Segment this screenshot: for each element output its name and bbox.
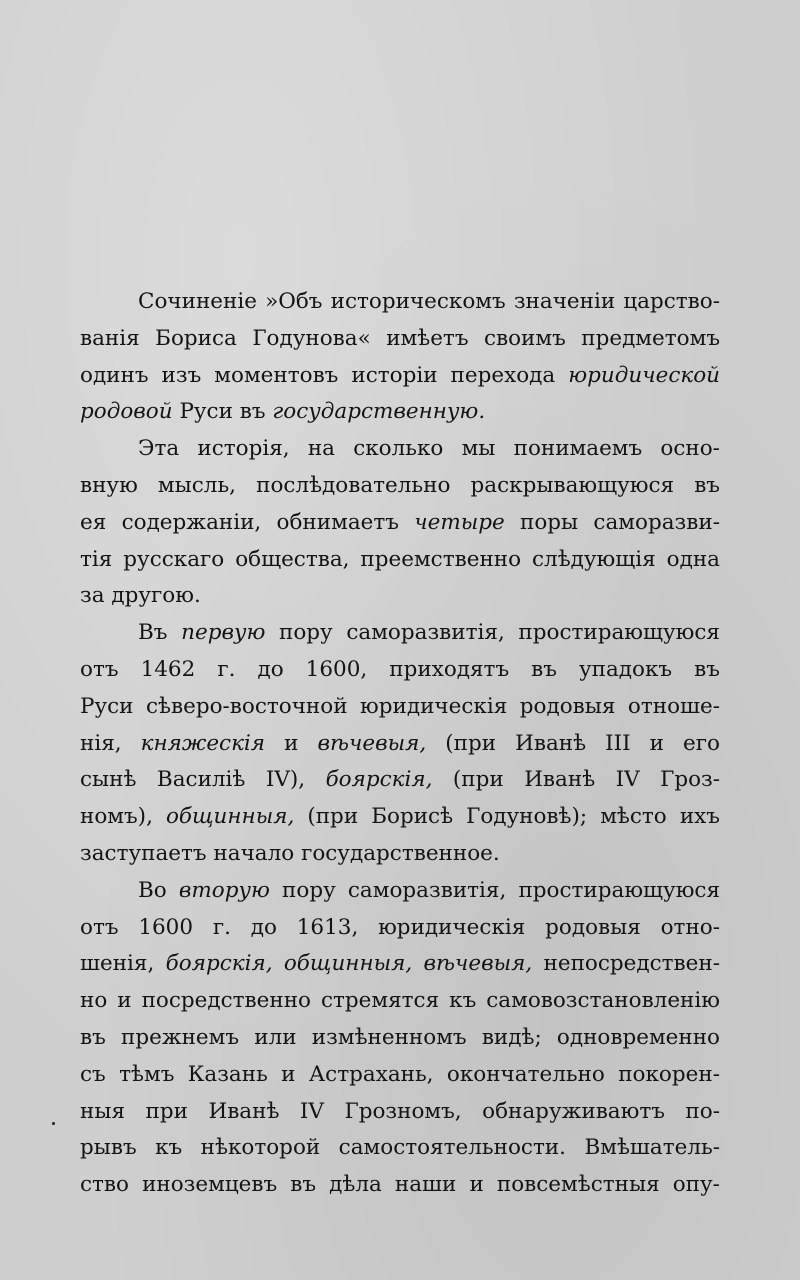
paragraph	[80, 873, 720, 1204]
paragraph	[80, 284, 720, 431]
text-line: отъ 1600 г. до 1613, юридическія родовыя отно-	[80, 914, 720, 940]
text-line: Эта исторія, на сколько мы понимаемъ осно-	[138, 436, 720, 462]
margin-speck	[52, 1122, 55, 1125]
text-line: сынѣ Василіѣ IV), боярскія, (при Иванѣ IV Гроз-	[80, 767, 720, 793]
text-line: въ прежнемъ или измѣненномъ видѣ; одновременно	[80, 1024, 720, 1050]
text-line: заступаетъ начало государственное.	[80, 840, 500, 866]
text-line: одинъ изъ моментовъ исторіи перехода юридической	[80, 362, 720, 388]
text-line: нія, княжескія и вѣчевыя, (при Иванѣ III и его	[80, 730, 720, 756]
text-line: номъ), общинныя, (при Борисѣ Годуновѣ); мѣсто ихъ	[80, 804, 720, 830]
text-line: ство иноземцевъ въ дѣла наши и повсемѣстныя опу-	[80, 1172, 720, 1198]
text-line: Сочиненіе »Объ историческомъ значеніи царство-	[138, 289, 720, 314]
text-line: Во вторую пору саморазвитія, простирающуюся	[138, 877, 720, 903]
text-line: рывъ къ нѣкоторой самостоятельности. Вмѣшатель-	[80, 1135, 720, 1161]
text-line: ванія Бориса Годунова« имѣетъ своимъ предметомъ	[80, 325, 720, 351]
paragraph	[80, 431, 720, 615]
text-line: за другою.	[80, 583, 201, 609]
reverse-side-bleed-through	[80, 108, 720, 288]
text-line: шенія, боярскія, общинныя, вѣчевыя, непосредствен-	[80, 951, 720, 977]
body-text	[80, 284, 720, 1204]
text-line: но и посредственно стремятся къ самовозстановленію	[80, 988, 720, 1014]
text-line: родовой Руси въ государственную.	[80, 399, 486, 425]
text-line: Въ первую пору саморазвитія, простирающуюся	[138, 620, 720, 646]
text-line: вную мысль, послѣдовательно раскрывающуюся въ	[80, 472, 720, 498]
paragraph	[80, 615, 720, 873]
text-line: ныя при Иванѣ IV Грозномъ, обнаруживаютъ по-	[80, 1098, 720, 1124]
text-line: съ тѣмъ Казань и Астрахань, окончательно покорен-	[80, 1061, 720, 1087]
text-line: Руси сѣверо-восточной юридическія родовыя отноше-	[80, 693, 720, 719]
text-line: тія русскаго общества, преемственно слѣдующія одна	[80, 546, 720, 572]
text-line: ея содержаніи, обнимаетъ четыре поры саморазви-	[80, 509, 720, 535]
text-line: отъ 1462 г. до 1600, приходятъ въ упадокъ въ	[80, 656, 720, 682]
